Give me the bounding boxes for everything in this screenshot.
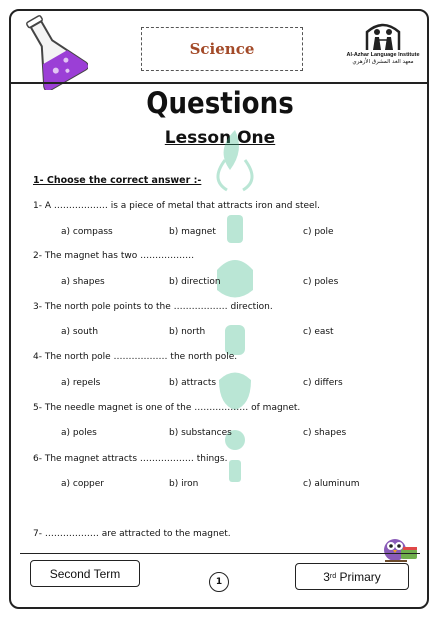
header-divider — [9, 82, 429, 84]
question-3: 3- The north pole points to the ……………… direction. — [33, 302, 273, 312]
q3-option-b: b) north — [169, 327, 206, 337]
subject-box — [141, 27, 303, 71]
q3-option-c: c) east — [303, 327, 334, 337]
q5-option-a: a) poles — [61, 428, 97, 438]
owl-icon — [381, 533, 421, 563]
q5-option-b: b) substances — [169, 428, 232, 438]
question-6: 6- The magnet attracts ……………… things. — [33, 454, 228, 464]
question-5: 5- The needle magnet is one of the ……………… of magnet. — [33, 403, 301, 413]
page-number: 1 — [209, 572, 229, 592]
q1-option-b: b) magnet — [169, 227, 216, 237]
q4-option-b: b) attracts — [169, 378, 217, 388]
term-box — [30, 560, 140, 587]
question-7: 7- ……………… are attracted to the magnet. — [33, 529, 231, 539]
q6-option-c: c) aluminum — [303, 479, 360, 489]
grade-suffix: rd — [329, 573, 337, 580]
footer-divider — [20, 553, 420, 554]
question-1: 1- A ……………… is a piece of metal that attracts iron and steel. — [33, 201, 320, 211]
logo-arabic-name: معهد الغد المشرق الأزهري — [352, 59, 414, 65]
question-2: 2- The magnet has two ……………… — [33, 251, 195, 261]
grade-number: 3 — [323, 569, 330, 584]
term-label: Second Term — [49, 566, 121, 581]
q1-option-a: a) compass — [61, 227, 113, 237]
logo-english-name: Al-Azhar Language Institute — [346, 52, 420, 58]
page-title: Questions — [146, 86, 294, 120]
q6-option-b: b) iron — [169, 479, 199, 489]
subject-title: Science — [189, 40, 255, 58]
q6-option-a: a) copper — [61, 479, 105, 489]
lesson-title: Lesson One — [164, 128, 276, 148]
q2-option-a: a) shapes — [61, 277, 105, 287]
section-title: 1- Choose the correct answer :- — [33, 175, 202, 186]
q4-option-a: a) repels — [61, 378, 101, 388]
q1-option-c: c) pole — [303, 227, 334, 237]
question-4: 4- The north pole ……………… the north pole. — [33, 352, 238, 362]
grade-box — [295, 563, 409, 590]
q5-option-c: c) shapes — [303, 428, 347, 438]
institute-logo-icon — [363, 18, 403, 52]
q2-option-b: b) direction — [169, 277, 221, 287]
institute-logo — [338, 18, 428, 78]
grade-word: Primary — [339, 569, 381, 584]
q2-option-c: c) poles — [303, 277, 339, 287]
q3-option-a: a) south — [61, 327, 99, 337]
q4-option-c: c) differs — [303, 378, 343, 388]
flask-icon — [16, 12, 88, 90]
